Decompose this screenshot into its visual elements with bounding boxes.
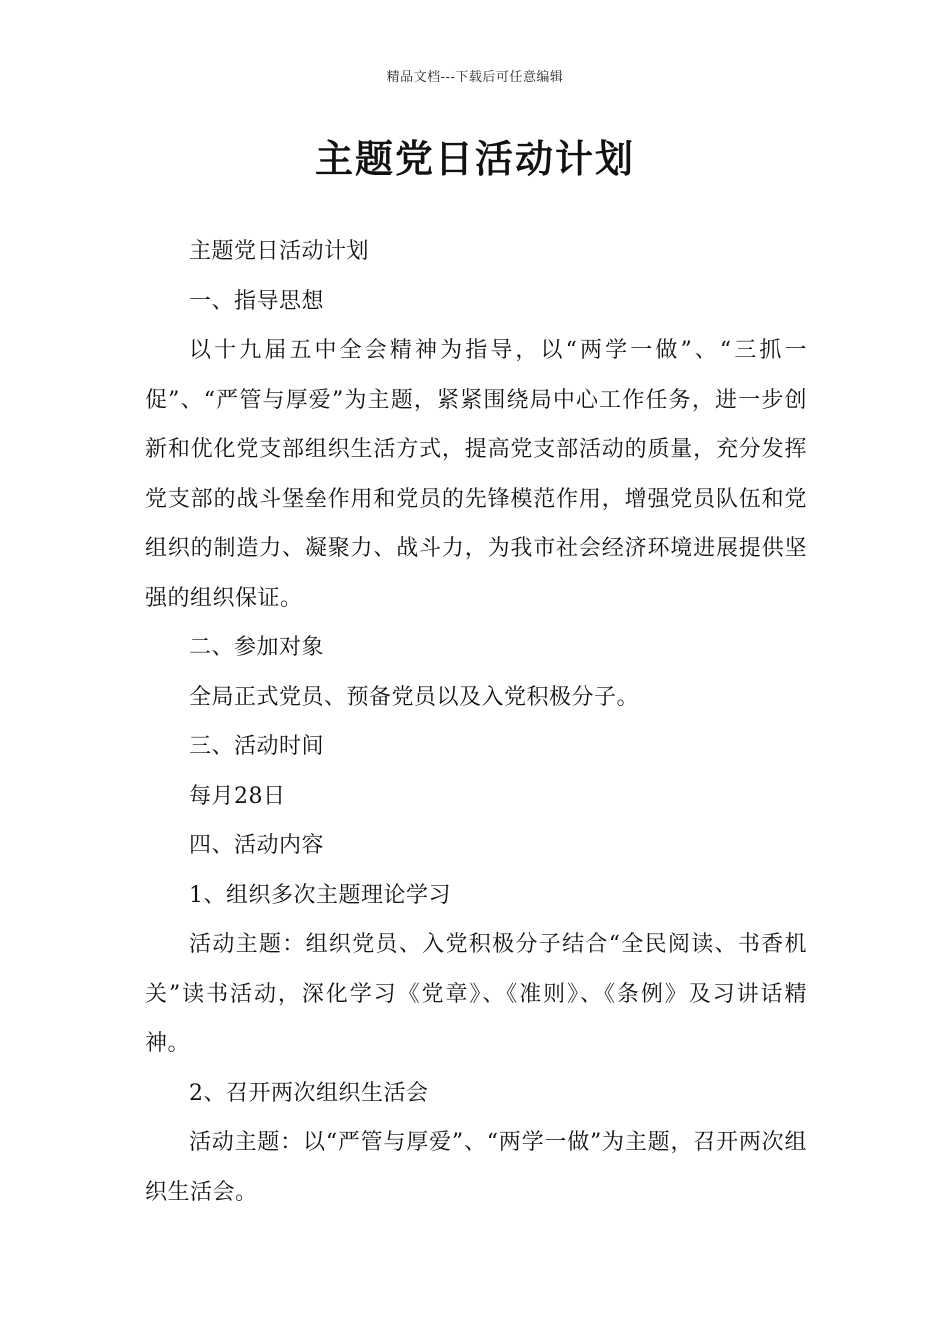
paragraph-activity-time: 每月28日: [189, 783, 286, 809]
section-heading-activity-time: 三、活动时间: [189, 734, 325, 759]
section-heading-activity-content: 四、活动内容: [189, 833, 325, 858]
document-body: [145, 227, 807, 1217]
paragraph-guiding-ideology: 以十九届五中全会精神为指导，以“两学一做”、“三抓一促”、“严管与厚爱”为主题，紧紧围绕局中心工作任务，进一步创新和优化党支部组织生活方式，提高党支部活动的质量，充分发挥党支部的战斗堡垒作用和党员的先锋模范作用，增强党员队伍和党组织的制造力、凝聚力、战斗力，为我市社会经济环境进展提供坚强的组织保证。: [145, 338, 807, 611]
subheading-theory-study: 1、组织多次主题理论学习: [189, 882, 451, 908]
paragraph-organization-meeting: 活动主题：以“严管与厚爱”、“两学一做”为主题，召开两次组织生活会。: [145, 1130, 807, 1205]
paragraph-participants: 全局正式党员、预备党员以及入党积极分子。: [189, 684, 640, 710]
document-title: 主题党日活动计划: [314, 137, 635, 181]
subheading-organization-meeting: 2、召开两次组织生活会: [189, 1080, 429, 1106]
section-heading-guiding-ideology: 一、指导思想: [189, 288, 325, 314]
header-watermark: 精品文档---下载后可任意编辑: [386, 70, 564, 85]
paragraph-theory-study: 活动主题：组织党员、入党积极分子结合“全民阅读、书香机关”读书活动，深化学习《党章》、《准则》、《条例》及习讲话精神。: [145, 932, 807, 1056]
paragraph-subtitle: 主题党日活动计划: [189, 239, 370, 264]
section-heading-participants: 二、参加对象: [189, 635, 325, 660]
